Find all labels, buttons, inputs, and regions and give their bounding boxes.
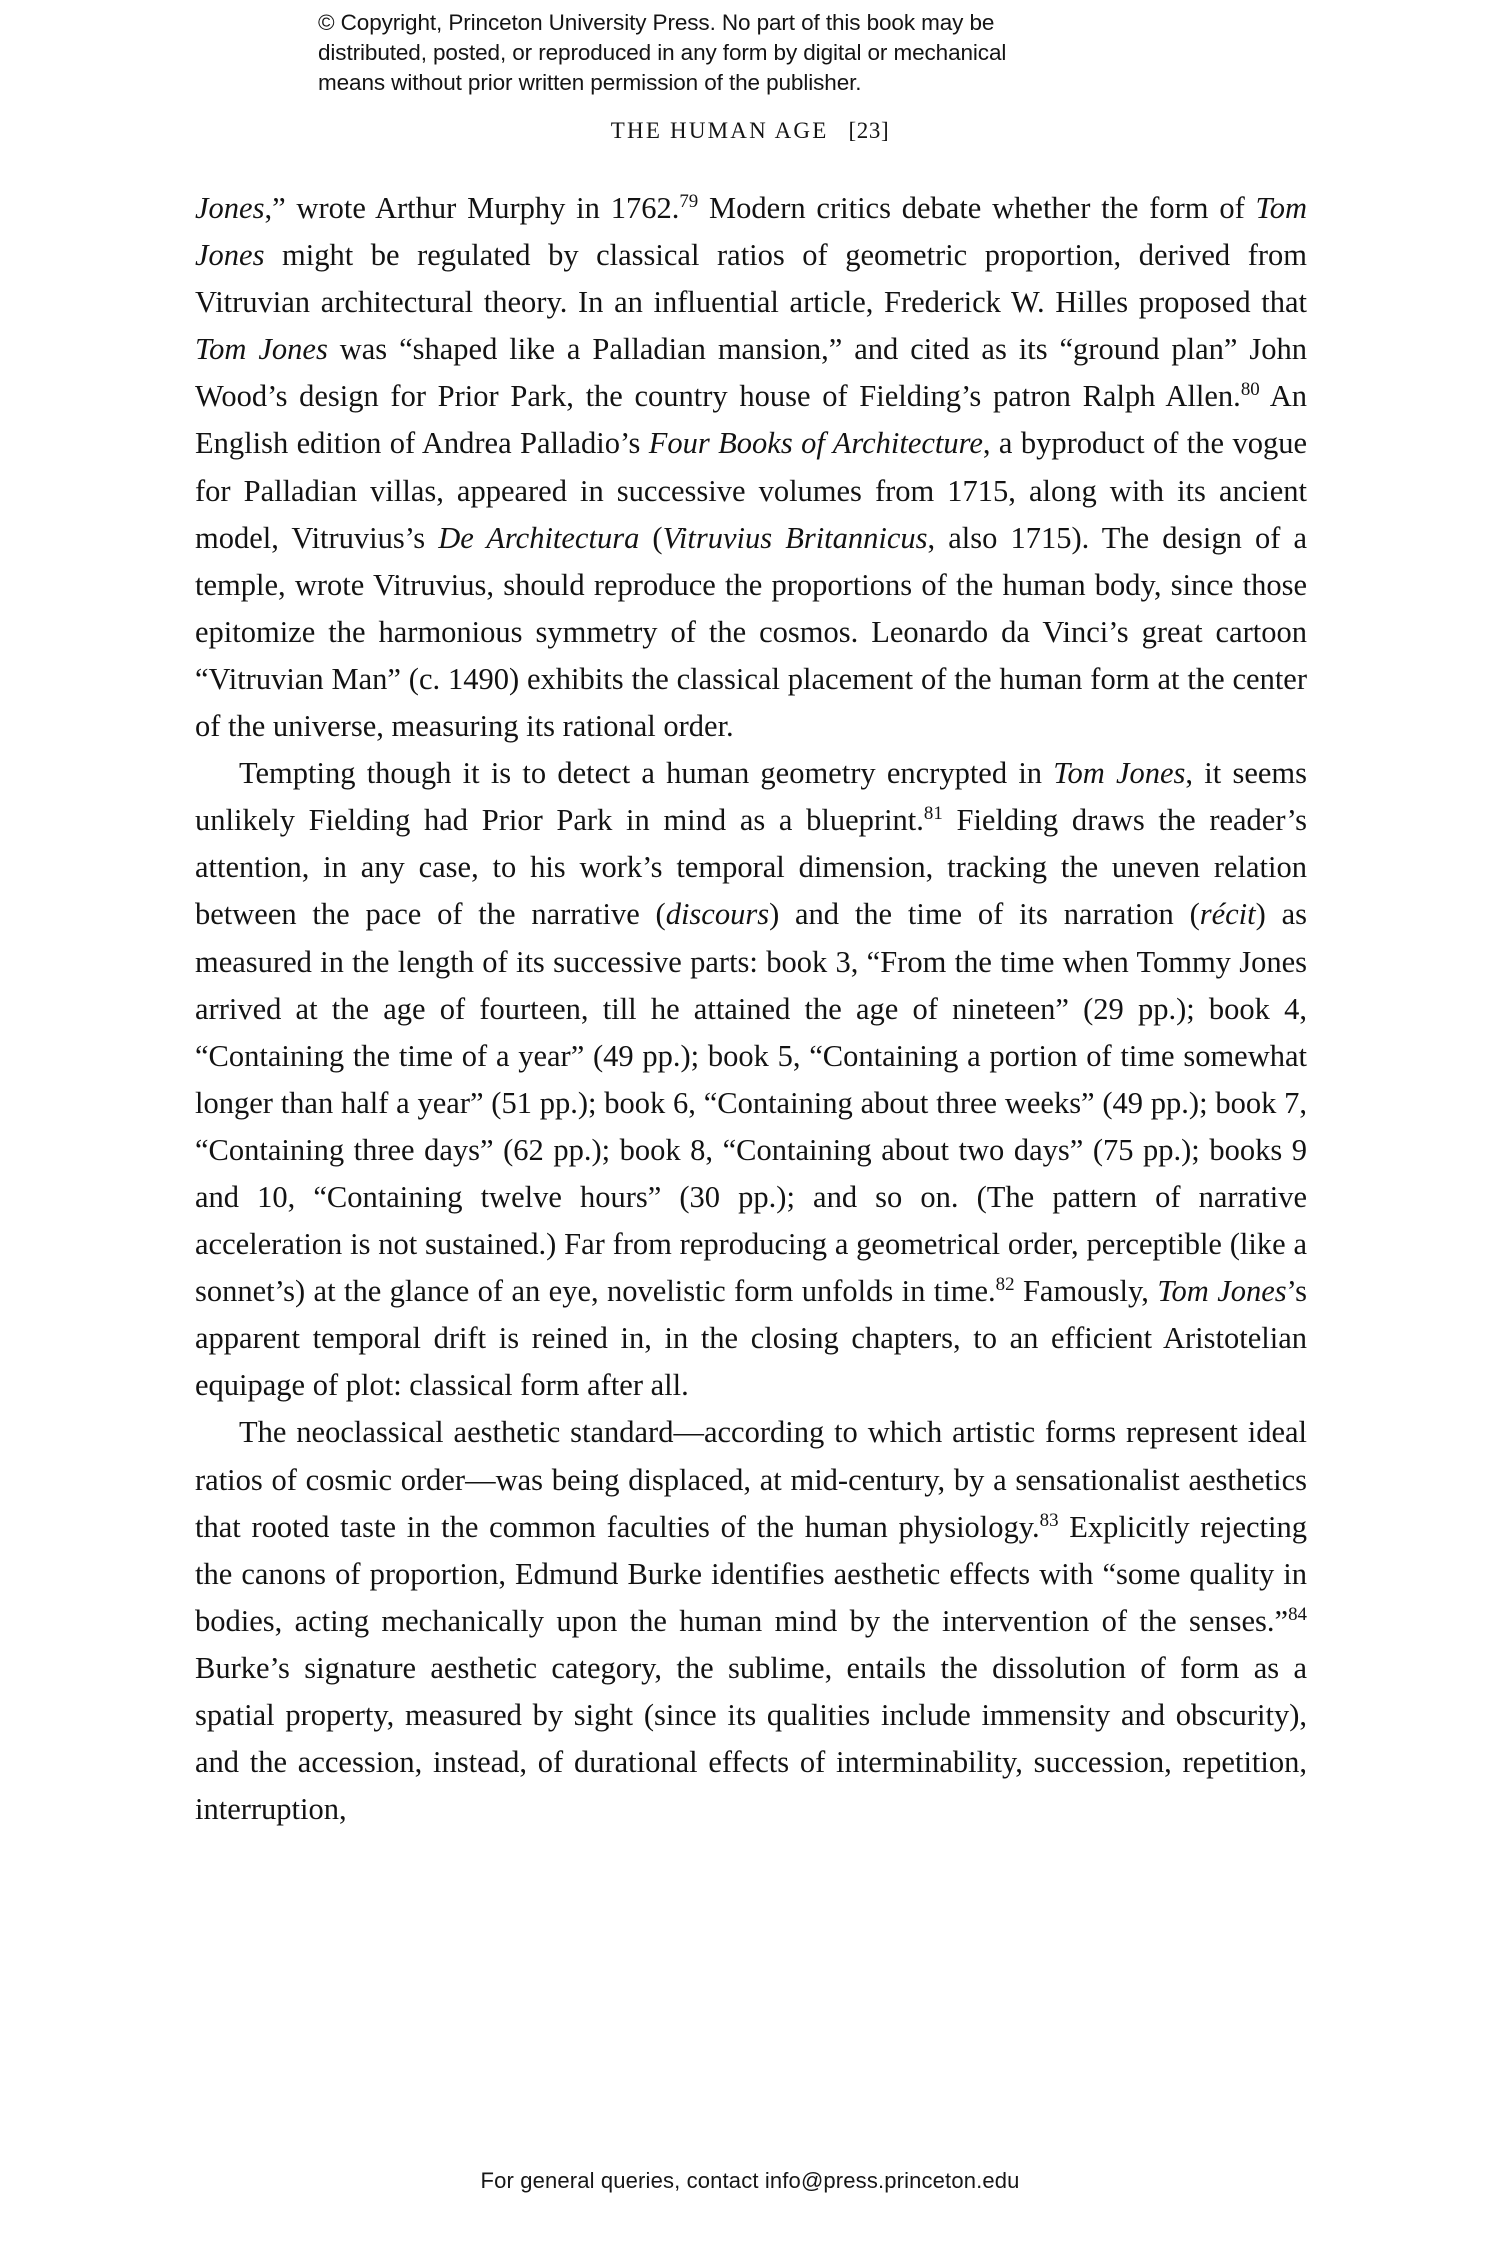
page-number: [23]	[848, 118, 890, 143]
p2-seg-1: Tempting though it is to detect a human geometry encrypted in	[239, 756, 1054, 791]
p2-term-recit: récit	[1199, 897, 1256, 932]
footnote-marker-81: 81	[923, 803, 943, 825]
p2-title-tom-jones-a: Tom Jones	[1053, 756, 1186, 791]
p1-title-jones: Jones	[195, 191, 265, 225]
footer-queries: For general queries, contact info@press.princeton.edu	[480, 2168, 1020, 2193]
copyright-line-3: means without prior written permission of the publisher.	[318, 70, 862, 95]
p3-seg-3: Burke’s signature aesthetic category, the sublime, entails the dissolution of form as a spatial property, measured by sight (since its qualities include immensity and obscurity), and the accession, instead, of durational effects of interminability, succession, repetition, interruption,	[195, 1650, 1307, 1827]
p1-seg-14: , also 1715). The design of a temple, wrote Vitruvius, should reproduce the proportions of the human body, since those epitomize the harmonious symmetry of the cosmos. Leonardo da Vinci’s great cartoon “Vitruvian Man” (c. 1490) exhibits the classical placement of the human form at the center of the universe, measuring its rational order.	[195, 520, 1307, 744]
p1-title-de-architectura: De Architectura	[438, 520, 640, 555]
paragraph-1	[195, 185, 1307, 750]
p2-seg-3: , it seems unlikely Fielding had Prior Park in mind as a blueprint.	[195, 756, 1307, 838]
p3-seg-1: The neoclassical aesthetic standard—according to which artistic forms represent ideal ratios of cosmic order—was being displaced, at mid-century, by a sensationalist aesthetics that rooted taste in the common faculties of the human physiology.	[195, 1415, 1307, 1544]
running-head-title: THE HUMAN AGE	[610, 118, 829, 143]
running-head	[0, 118, 1500, 144]
p1-seg-8: An English edition of Andrea Palladio’s	[195, 379, 1307, 461]
p1-seg-3: Modern critics debate whether the form of	[698, 191, 1256, 225]
p2-title-tom-jones-b: Tom Jones	[1157, 1274, 1287, 1309]
p1-seg-12: (	[639, 520, 663, 555]
body-text	[195, 185, 1307, 1833]
footnote-marker-82: 82	[995, 1274, 1015, 1295]
p1-seg-10: , a byproduct of the vogue for Palladian villas, appeared in successive volumes from 1715, along with its ancient model, Vitruvius’s	[195, 426, 1307, 555]
p1-seg-2: ,” wrote Arthur Murphy in 1762.	[264, 191, 680, 225]
p1-title-four-books: Four Books of Architecture	[648, 426, 983, 461]
copyright-line-2: distributed, posted, or reproduced in any form by digital or mechanical	[318, 40, 1007, 65]
p1-seg-5: might be regulated by classical ratios of geometric proportion, derived from Vitruvian architectural theory. In an influential article, Frederick W. Hilles proposed that	[195, 238, 1307, 320]
paragraph-2	[195, 750, 1307, 1409]
paragraph-3	[195, 1409, 1307, 1833]
p1-title-tom-jones-b: Tom Jones	[195, 332, 328, 367]
p2-seg-8: ) as measured in the length of its successive parts: book 3, “From the time when Tommy Jones arrived at the age of fourteen, till he attained the age of nineteen” (29 pp.); book 4, “Containing the time of a year” (49 pp.); book 5, “Containing a portion of time somewhat longer than half a year” (51 pp.); book 6, “Containing about three weeks” (49 pp.); book 7, “Containing three days” (62 pp.); book 8, “Containing about two days” (75 pp.); books 9 and 10, “Containing twelve hours” (30 pp.); and so on. (The pattern of narrative acceleration is not sustained.) Far from reproducing a geometrical order, perceptible (like a sonnet’s) at the glance of an eye, novelistic form unfolds in time.	[195, 897, 1307, 1309]
p3-seg-2: Explicitly rejecting the canons of proportion, Edmund Burke identifies aesthetic effects with “some quality in bodies, acting mechanically upon the human mind by the intervention of the senses.”	[195, 1509, 1307, 1638]
p2-seg-9: Famously,	[1014, 1274, 1158, 1309]
copyright-notice	[318, 8, 1178, 98]
p2-seg-6: ) and the time of its narration (	[769, 897, 1200, 932]
p2-seg-11: ’s apparent temporal drift is reined in, in the closing chapters, to an efficient Aristotelian equipage of plot: classical form after all.	[195, 1274, 1307, 1403]
footnote-marker-84: 84	[1288, 1603, 1307, 1625]
p1-title-vitruvius-britannicus: Vitruvius Britannicus	[662, 520, 928, 555]
footnote-marker-79: 79	[679, 190, 699, 212]
footnote-marker-83: 83	[1039, 1509, 1059, 1531]
p1-seg-7: was “shaped like a Palladian mansion,” and cited as its “ground plan” John Wood’s design for Prior Park, the country house of Fielding’s patron Ralph Allen.	[195, 332, 1307, 414]
p2-term-discours: discours	[665, 897, 770, 932]
p1-title-tom-jones-a: Tom Jones	[195, 191, 1307, 273]
p2-seg-4: Fielding draws the reader’s attention, in any case, to his work’s temporal dimension, tracking the uneven relation between the pace of the narrative (	[195, 803, 1307, 932]
footnote-marker-80: 80	[1240, 379, 1260, 401]
copyright-line-1: © Copyright, Princeton University Press. No part of this book may be	[318, 10, 995, 35]
